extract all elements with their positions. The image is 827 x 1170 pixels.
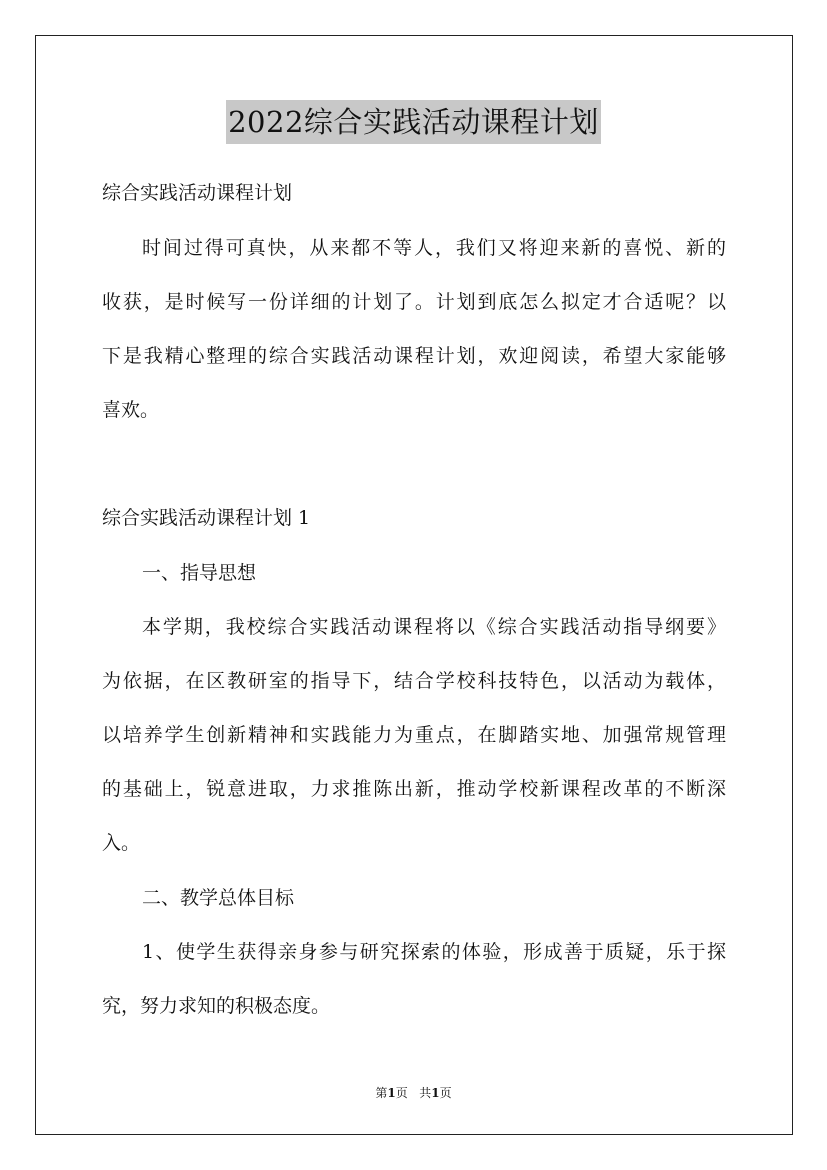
title-container <box>0 100 827 144</box>
footer-page-total: 1 <box>431 1086 440 1100</box>
footer-prefix: 第 <box>375 1086 388 1100</box>
footer-suffix: 页 <box>439 1086 452 1100</box>
para1-line-5: 入。 <box>102 832 141 854</box>
footer-mid: 页 共 <box>395 1086 432 1100</box>
intro-line-1: 时间过得可真快，从来都不等人，我们又将迎来新的喜悦、新的 <box>142 237 726 259</box>
section-title: 综合实践活动课程计划 1 <box>102 507 311 529</box>
para1-line-1: 本学期，我校综合实践活动课程将以《综合实践活动指导纲要》 <box>142 616 726 638</box>
para1-line-3: 以培养学生创新精神和实践能力为重点，在脚踏实地、加强常规管理 <box>102 724 726 746</box>
para1-line-4: 的基础上，锐意进取，力求推陈出新，推动学校新课程改革的不断深 <box>102 778 726 800</box>
document-subtitle: 综合实践活动课程计划 <box>102 182 293 204</box>
heading-guiding-thought: 一、指导思想 <box>142 562 257 584</box>
document-title: 2022综合实践活动课程计划 <box>226 100 601 144</box>
heading-teaching-goals: 二、教学总体目标 <box>142 887 295 909</box>
intro-line-3: 下是我精心整理的综合实践活动课程计划，欢迎阅读，希望大家能够 <box>102 345 726 367</box>
intro-line-4: 喜欢。 <box>102 399 160 421</box>
para2-line-1: 1、使学生获得亲身参与研究探索的体验，形成善于质疑，乐于探 <box>142 941 726 963</box>
footer-page-current: 1 <box>387 1086 396 1100</box>
para2-line-2: 究，努力求知的积极态度。 <box>102 995 331 1017</box>
page-footer <box>0 1084 827 1101</box>
intro-line-2: 收获，是时候写一份详细的计划了。计划到底怎么拟定才合适呢？以 <box>102 291 726 313</box>
para1-line-2: 为依据，在区教研室的指导下，结合学校科技特色，以活动为载体， <box>102 670 726 692</box>
